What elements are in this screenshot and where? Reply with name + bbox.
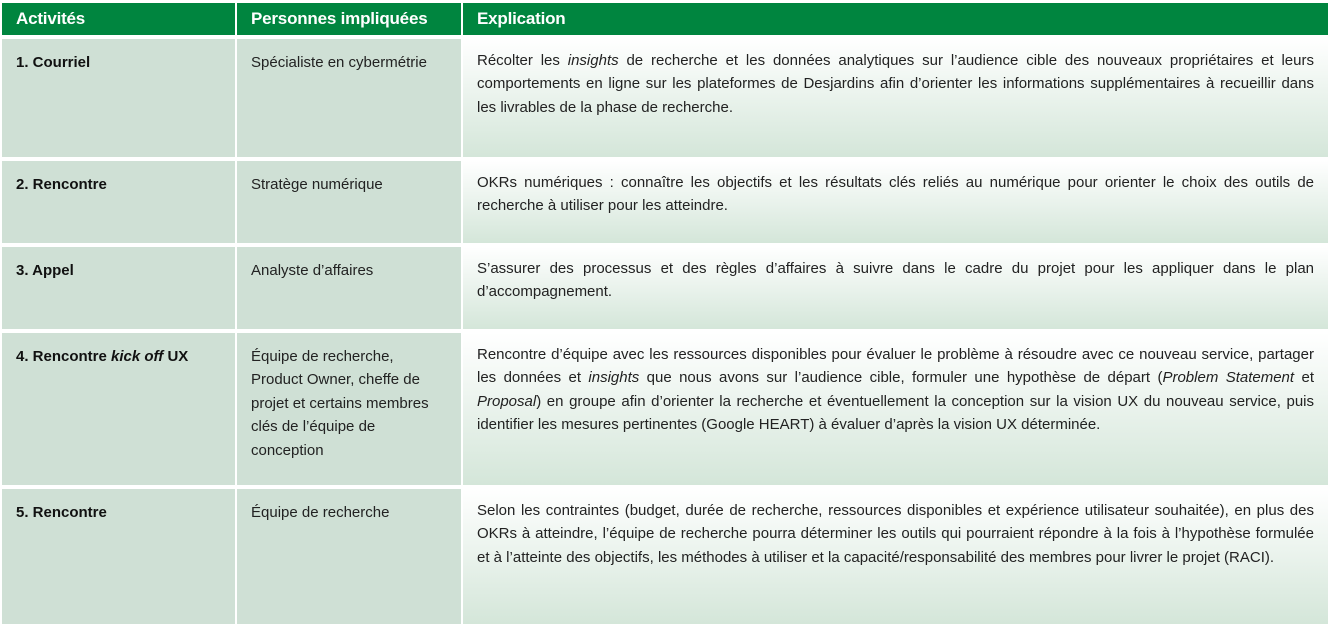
explanation-text: ) en groupe afin d’orienter la recherche et éventuellement la conception sur la vision UX du nouveau service, puis identifier les mesures pertinentes (Google HEART) à évaluer d’après la vision UX déterminée. (477, 392, 1314, 434)
table-header-row (2, 3, 1328, 37)
people-cell: Analyste d’affaires (236, 245, 462, 331)
activity-cell: 3. Appel (2, 245, 236, 331)
explanation-italic: insights (567, 52, 619, 69)
activity-cell: 1. Courriel (2, 37, 236, 159)
explanation-cell (462, 331, 1328, 487)
activity-text: UX (163, 348, 189, 365)
explanation-italic: insights (588, 369, 640, 387)
explanation-text: que nous avons sur l’audience cible, formuler une hypothèse de départ ( (639, 369, 1163, 387)
table-row (2, 331, 1328, 487)
explanation-italic: Problem Statement (1162, 369, 1295, 387)
people-cell: Stratège numérique (236, 159, 462, 245)
activities-table (2, 3, 1328, 624)
explanation-text: Rencontre d’équipe avec les ressources disponibles pour évaluer le problème à résoudre avec ce nouveau service, partager les données et (477, 346, 1314, 387)
activity-cell: 2. Rencontre (2, 159, 236, 245)
activity-italic: kick off (111, 348, 164, 365)
explanation-cell: OKRs numériques : connaître les objectifs et les résultats clés reliés au numérique pour orienter le choix des outils de recherche à utiliser pour les atteindre. (462, 159, 1328, 245)
header-people: Personnes impliquées (236, 3, 462, 37)
table-row (2, 487, 1328, 624)
activity-text: 4. Rencontre (16, 348, 112, 365)
table-row (2, 159, 1328, 245)
header-activities: Activités (2, 3, 236, 37)
activity-cell (2, 331, 236, 487)
people-cell: Équipe de recherche, Product Owner, cheffe de projet et certains membres clés de l’équipe de conception (236, 331, 462, 487)
activity-cell: 5. Rencontre (2, 487, 236, 624)
explanation-cell (462, 37, 1328, 159)
people-cell: Spécialiste en cybermétrie (236, 37, 462, 159)
explanation-cell: Selon les contraintes (budget, durée de recherche, ressources disponibles et expérience utilisateur souhaitée), en plus des OKRs à atteindre, l’équipe de recherche pourra déterminer les outils qui pourraient répondre à la fois à l’hypothèse formulée et à l’atteinte des objectifs, les méthodes à utiliser et la capacité/responsabilité des membres pour livrer le projet (RACI). (462, 487, 1328, 624)
explanation-text: Récolter les (477, 52, 568, 69)
explanation-text: de recherche et les données analytiques sur l’audience cible des nouveaux propriétaires et leurs comportements en ligne sur les plateformes de Desjardins afin d’orienter les informations supplémentaires à recueillir dans les livrables de la phase de recherche. (477, 52, 1314, 116)
explanation-text: et (1294, 369, 1314, 387)
people-cell: Équipe de recherche (236, 487, 462, 624)
table-row (2, 37, 1328, 159)
explanation-italic: Proposal (477, 392, 537, 410)
header-explanation: Explication (462, 3, 1328, 37)
explanation-cell: S’assurer des processus et des règles d’affaires à suivre dans le cadre du projet pour les appliquer dans le plan d’accompagnement. (462, 245, 1328, 331)
table-row (2, 245, 1328, 331)
